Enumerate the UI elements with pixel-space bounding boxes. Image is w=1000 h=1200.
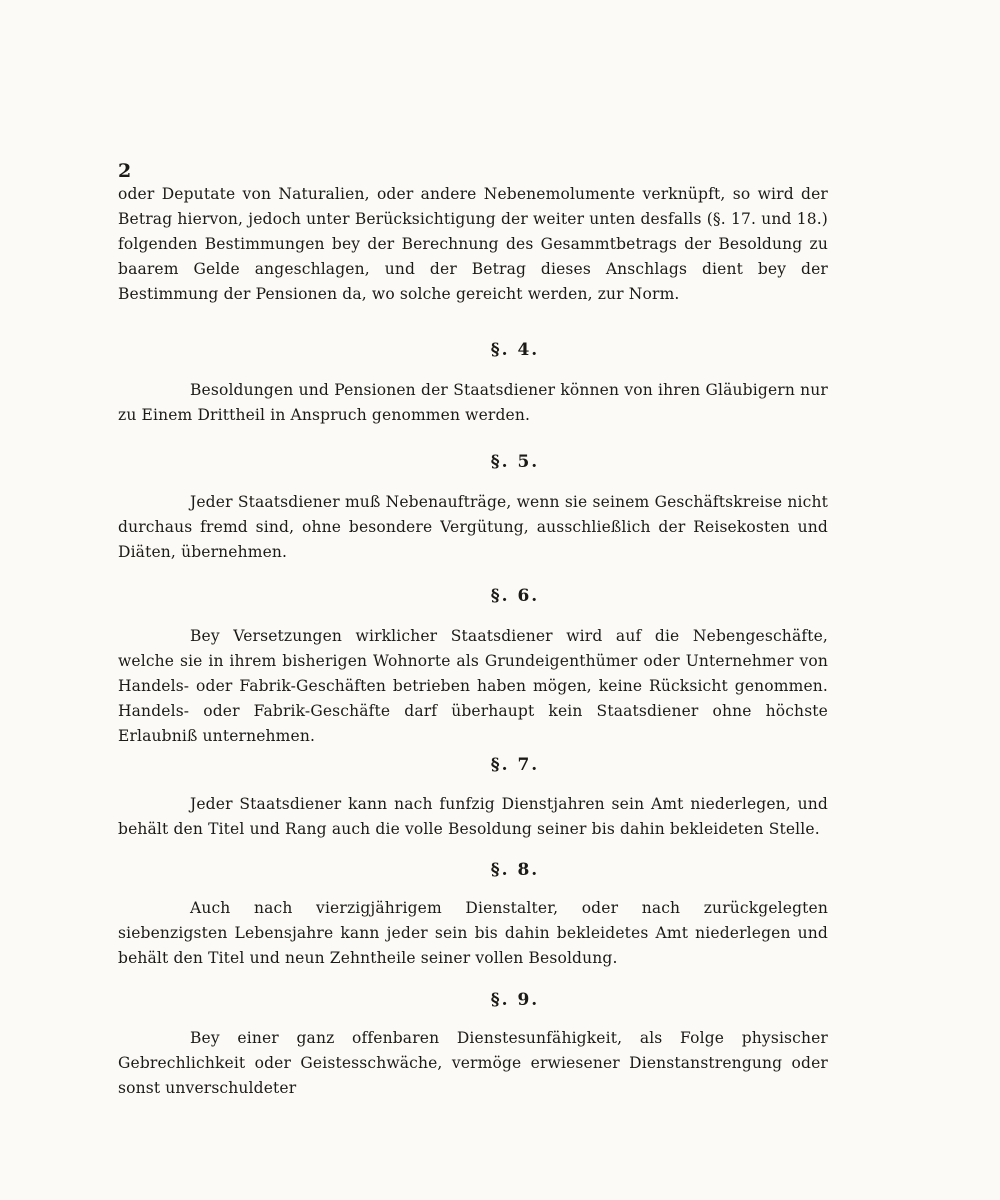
section-7-text: Jeder Staatsdiener kann nach funfzig Dienstjahren sein Amt niederlegen, und behält den Titel und Rang auch die volle Besoldung seiner bis dahin bekleideten Stelle. [118,795,828,838]
section-9-text: Bey einer ganz offenbaren Dienstesunfähigkeit, als Folge physischer Gebrechlichkeit oder Geistesschwäche, vermöge erwiesener Dienstanstrengung oder sonst unverschuldeter [118,1029,828,1097]
section-5-block [118,490,828,565]
section-9-block [118,1026,828,1101]
section-6-block [118,624,828,749]
section-5-text: Jeder Staatsdiener muß Nebenaufträge, wenn sie seinem Geschäftskreise nicht durchaus fremd sind, ohne besondere Vergütung, ausschließlich der Reisekosten und Diäten, übernehmen. [118,493,828,561]
section-8-text: Auch nach vierzigjährigem Dienstalter, oder nach zurückgelegten siebenzigsten Lebensjahre kann jeder sein bis dahin bekleidetes Amt niederlegen und behält den Titel und neun Zehntheile seiner vollen Besoldung. [118,899,828,967]
section-7-block [118,792,828,842]
section-heading-9: §. 9. [490,990,540,1010]
section-heading-8: §. 8. [490,860,540,880]
section-heading-5: §. 5. [490,452,540,472]
section-heading-4: §. 4. [490,340,540,360]
section-8-block [118,896,828,971]
section-6-text: Bey Versetzungen wirklicher Staatsdiener wird auf die Nebengeschäfte, welche sie in ihrem bisherigen Wohnorte als Grundeigenthümer oder Unternehmer von Handels- oder Fabrik-Geschäften betrieben haben mögen, keine Rücksicht genommen. Handels- oder Fabrik-Geschäfte darf überhaupt kein Staatsdiener ohne höchste Erlaubniß unternehmen. [118,627,828,745]
section-heading-6: §. 6. [490,586,540,606]
section-heading-7: §. 7. [490,755,540,775]
section-4-block [118,378,828,428]
page-number: 2 [118,160,132,182]
section-4-text: Besoldungen und Pensionen der Staatsdiener können von ihren Gläubigern nur zu Einem Drittheil in Anspruch genommen werden. [118,381,828,424]
intro-paragraph-block [118,182,828,307]
intro-paragraph: oder Deputate von Naturalien, oder andere Nebenemolumente verknüpft, so wird der Betrag hiervon, jedoch unter Berücksichtigung der weiter unten desfalls (§. 17. und 18.) folgenden Bestimmungen bey der Berechnung des Gesammtbetrags der Besoldung zu baarem Gelde angeschlagen, und der Betrag dieses Anschlags dient bey der Bestimmung der Pensionen da, wo solche gereicht werden, zur Norm. [118,185,828,303]
